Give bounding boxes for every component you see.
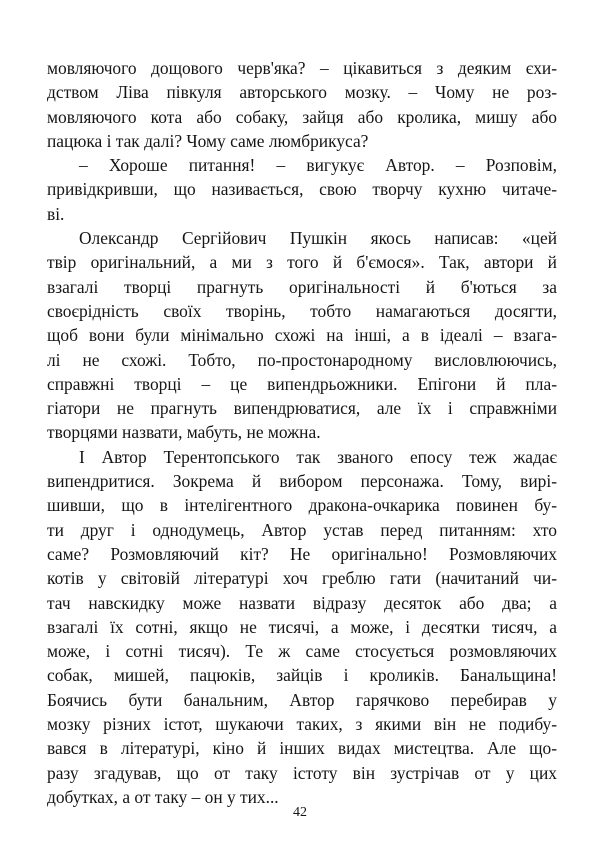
page-number: 42 <box>293 805 307 820</box>
text-line: взагалі їх сотні, якщо не тисячі, а може, і десятки тисяч, а <box>47 616 557 637</box>
text-line: собак, мишей, пацюків, зайців і кроликів. Банальщина! <box>47 665 557 686</box>
text-line: може, і сотні тисяч). Те ж саме стосується розмовляючих <box>47 641 557 662</box>
text-line: – Хороше питання! – вигукує Автор. – Розповім, <box>79 155 557 176</box>
text-line: справжні творці – це випендрьожники. Епігони й пла- <box>47 373 557 394</box>
text-line: творцями назвати, мабуть, не можна. <box>47 422 321 443</box>
text-line: щоб вони були мінімально схожі на інші, а в ідеалі – взага- <box>47 325 557 346</box>
text-line: добутках, а от таку – он у тих... <box>47 786 279 807</box>
text-line: привідкривши, що називається, свою творчу кухню читаче- <box>47 179 557 200</box>
text-line: котів у світовій літературі хоч греблю гати (начитаний чи- <box>47 568 557 589</box>
text-line: Олександр Сергійович Пушкін якось написав: «цей <box>79 228 557 249</box>
body-text <box>47 56 557 809</box>
text-line: твір оригінальний, а ми з того й б'ємося». Так, автори й <box>47 252 557 273</box>
text-line: мовляючого кота або собаку, зайця або кролика, мишу або <box>47 106 557 127</box>
text-line: І Автор Терентопського так званого епосу теж жадає <box>79 446 557 467</box>
text-line: лі не схожі. Тобто, по-простонародному висловлюючись, <box>47 349 557 370</box>
text-line: шивши, що в інтелігентного дракона-очкарика повинен бу- <box>47 495 557 516</box>
text-line: пацюка і так далі? Чому саме люмбрикуса? <box>47 130 369 151</box>
text-line: ві. <box>47 203 65 224</box>
text-line: взагалі творці прагнуть оригінальності й б'ються за <box>47 276 557 297</box>
text-line: гіатори не прагнуть випендрюватися, але їх і справжніми <box>47 398 557 419</box>
text-line: випендритися. Зокрема й вибором персонажа. Тому, вирі- <box>47 471 557 492</box>
text-line: тач навскидку може назвати відразу десяток або два; а <box>47 592 557 613</box>
text-line: разу згадував, що от таку істоту він зустрічав от у цих <box>47 762 557 783</box>
text-line: мозку різних істот, шукаючи таких, з якими він не подибу- <box>47 714 557 735</box>
text-line: саме? Розмовляючий кіт? Не оригінально! Розмовляючих <box>47 543 557 564</box>
text-line: вався в літературі, кіно й інших видах мистецтва. Але що- <box>47 738 557 759</box>
text-line: ти друг і однодумець, Автор устав перед питанням: хто <box>47 519 557 540</box>
text-line: своєрідність своїх творінь, тобто намагаються досягти, <box>47 300 557 321</box>
text-line: дством Ліва півкуля авторського мозку. – Чому не роз- <box>47 82 557 103</box>
text-line: Боячись бути банальним, Автор гарячково перебирав у <box>47 689 557 710</box>
text-line: мовляючого дощового черв'яка? – цікавиться з деяким єхи- <box>47 58 557 78</box>
